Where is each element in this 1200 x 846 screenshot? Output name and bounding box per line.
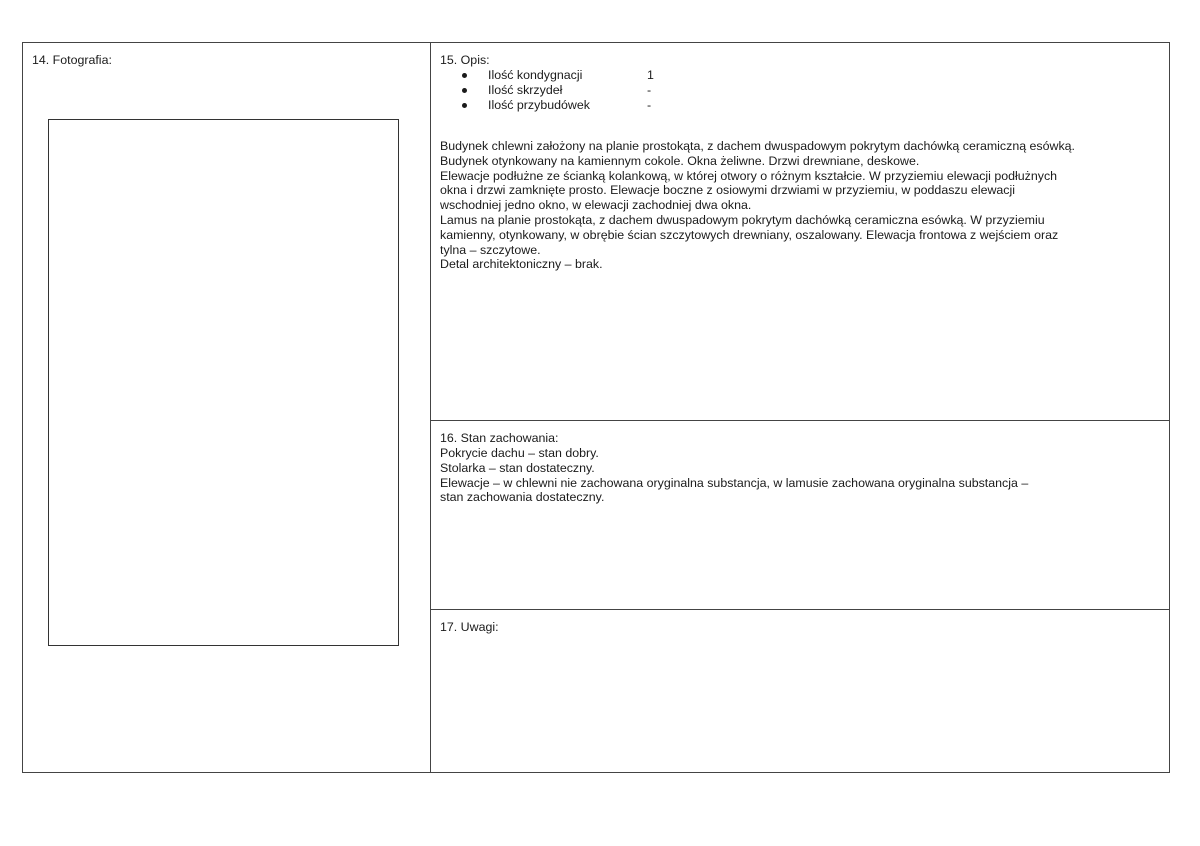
text-line: Budynek otynkowany na kamiennym cokole. Okna żeliwne. Drzwi drewniane, deskowe. bbox=[440, 153, 920, 168]
details-column bbox=[431, 43, 1169, 772]
text-line: Lamus na planie prostokąta, z dachem dwuspadowym pokrytym dachówką ceramiczna esówką. W przyziemiu bbox=[440, 212, 1045, 227]
condition-section bbox=[431, 421, 1169, 610]
item-label: Ilość kondygnacji bbox=[488, 68, 583, 82]
item-value: - bbox=[647, 98, 652, 112]
text-line: kamienny, otynkowany, w obrębie ścian szczytowych drewniany, oszalowany. Elewacja frontowa z wejściem oraz bbox=[440, 227, 1059, 242]
text-line: Elewacje – w chlewni nie zachowana oryginalna substancja, w lamusie zachowana oryginalna substancja – bbox=[440, 475, 1029, 490]
photo-label: 14. Fotografia: bbox=[32, 53, 112, 67]
description-text bbox=[440, 139, 1165, 272]
text-line: Detal architektoniczny – brak. bbox=[440, 257, 603, 272]
item-label: Ilość przybudówek bbox=[488, 98, 590, 112]
remarks-section bbox=[431, 610, 1169, 772]
text-line: tylna – szczytowe. bbox=[440, 242, 541, 257]
bullet-icon bbox=[462, 88, 467, 93]
photo-placeholder bbox=[48, 119, 399, 646]
photo-section bbox=[23, 43, 431, 772]
text-line: wschodniej jedno okno, w elewacji zachodniej dwa okna. bbox=[440, 198, 752, 213]
item-value: 1 bbox=[647, 68, 654, 82]
description-title: 15. Opis: bbox=[440, 53, 490, 67]
text-line: Budynek chlewni założony na planie prostokąta, z dachem dwuspadowym pokrytym dachówką ceramiczną esówką. bbox=[440, 139, 1075, 153]
text-line: Pokrycie dachu – stan dobry. bbox=[440, 446, 599, 460]
text-line: stan zachowania dostateczny. bbox=[440, 490, 605, 505]
condition-title: 16. Stan zachowania: bbox=[440, 431, 559, 445]
item-label: Ilość skrzydeł bbox=[488, 83, 563, 97]
bullet-icon bbox=[462, 73, 467, 78]
description-section bbox=[431, 43, 1169, 421]
remarks-title: 17. Uwagi: bbox=[440, 620, 499, 634]
item-value: - bbox=[647, 83, 652, 97]
bullet-icon bbox=[462, 103, 467, 108]
inventory-form bbox=[22, 42, 1170, 773]
text-line: okna i drzwi zamknięte prosto. Elewacje boczne z osiowymi drzwiami w przyziemiu, w poddaszu elewacji bbox=[440, 183, 1016, 198]
text-line: Stolarka – stan dostateczny. bbox=[440, 460, 595, 475]
condition-text bbox=[440, 446, 1165, 505]
text-line: Elewacje podłużne ze ścianką kolankową, w której otwory o różnym kształcie. W przyziemiu elewacji podłużnych bbox=[440, 168, 1058, 183]
